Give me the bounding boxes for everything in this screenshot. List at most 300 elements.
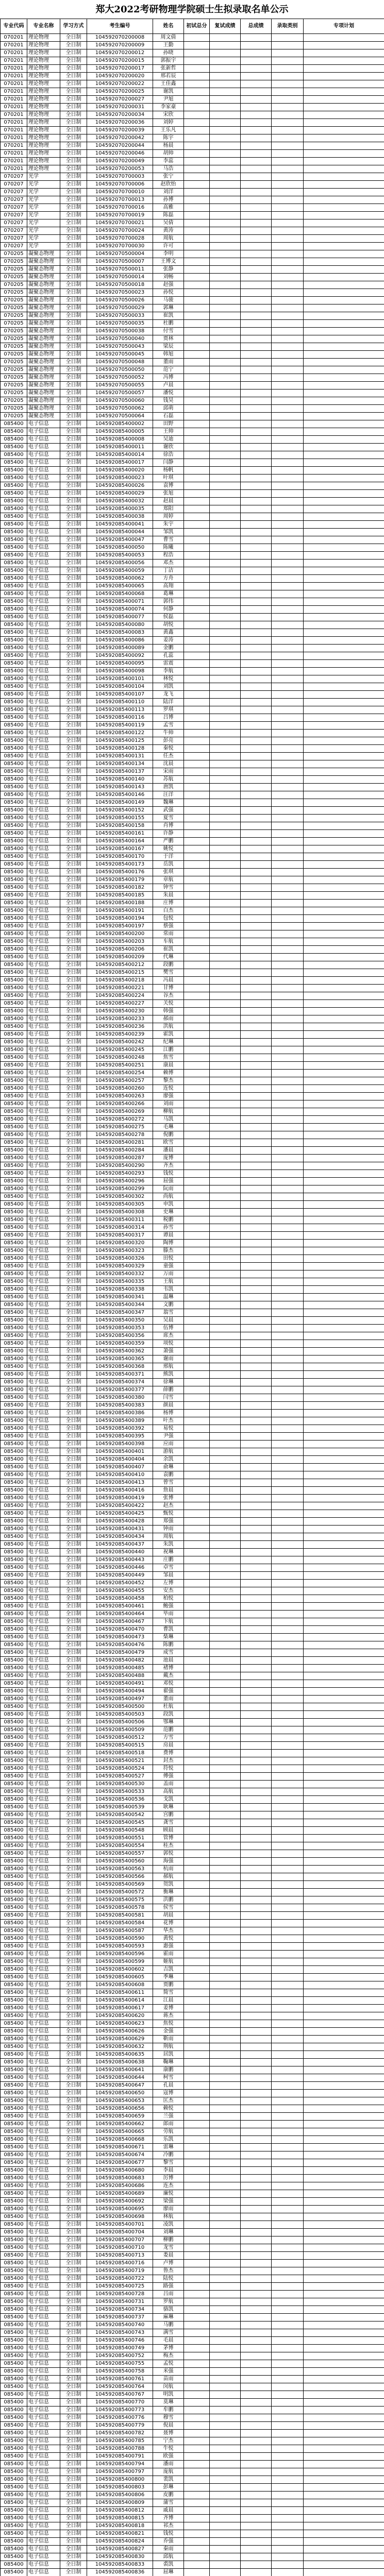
cell-candidate-id: 104592085400290 — [87, 1162, 153, 1170]
cell-name: 张静 — [153, 266, 184, 274]
cell-admission-type — [272, 42, 304, 49]
cell-admission-type — [272, 1332, 304, 1340]
cell-study-mode: 全日制 — [60, 2136, 87, 2144]
cell-major-code: 085400 — [1, 853, 27, 861]
cell-admission-type — [272, 1379, 304, 1386]
cell-admission-type — [272, 73, 304, 80]
cell-initial-score — [184, 907, 210, 915]
cell-name: 简雪 — [153, 1989, 184, 1997]
cell-admission-type — [272, 2329, 304, 2337]
cell-total-score — [241, 1325, 272, 1332]
cell-major-name: 电子信息 — [27, 1541, 60, 1549]
cell-major-name: 电子信息 — [27, 1394, 60, 1402]
cell-admission-type — [272, 158, 304, 165]
cell-initial-score — [184, 1788, 210, 1796]
cell-candidate-id: 104592085400527 — [87, 1773, 153, 1781]
cell-study-mode: 全日制 — [60, 73, 87, 80]
cell-retest-score — [210, 1417, 241, 1425]
cell-special-plan — [304, 1379, 384, 1386]
table-row — [1, 2553, 384, 2561]
cell-special-plan — [304, 2144, 384, 2151]
cell-total-score — [241, 428, 272, 436]
cell-study-mode: 全日制 — [60, 714, 87, 722]
cell-retest-score — [210, 2206, 241, 2213]
cell-retest-score — [210, 699, 241, 706]
cell-total-score — [241, 343, 272, 351]
cell-initial-score — [184, 1232, 210, 1240]
cell-major-code: 085400 — [1, 598, 27, 606]
cell-candidate-id: 104592085400620 — [87, 2012, 153, 2020]
cell-admission-type — [272, 2213, 304, 2221]
cell-major-code: 085400 — [1, 2546, 27, 2553]
cell-candidate-id: 104592085400404 — [87, 1456, 153, 1464]
cell-candidate-id: 104592085400431 — [87, 1526, 153, 1533]
cell-candidate-id: 104592085400458 — [87, 1595, 153, 1603]
cell-major-code: 085400 — [1, 1719, 27, 1726]
cell-candidate-id: 104592085400755 — [87, 2360, 153, 2368]
cell-retest-score — [210, 150, 241, 158]
cell-major-code: 085400 — [1, 2314, 27, 2321]
cell-major-code: 085400 — [1, 1402, 27, 1410]
table-row — [1, 815, 384, 822]
cell-initial-score — [184, 760, 210, 768]
table-row — [1, 1147, 384, 1155]
cell-admission-type — [272, 2283, 304, 2291]
cell-special-plan — [304, 1781, 384, 1788]
table-row — [1, 1317, 384, 1325]
cell-major-code: 085400 — [1, 1788, 27, 1796]
cell-major-name: 电子信息 — [27, 1603, 60, 1611]
table-row — [1, 1819, 384, 1827]
cell-name: 毕雨 — [153, 1611, 184, 1618]
cell-major-code: 085400 — [1, 2360, 27, 2368]
cell-retest-score — [210, 2329, 241, 2337]
cell-total-score — [241, 1224, 272, 1232]
cell-admission-type — [272, 413, 304, 420]
cell-major-name: 电子信息 — [27, 737, 60, 745]
cell-retest-score — [210, 892, 241, 900]
cell-total-score — [241, 2538, 272, 2546]
cell-retest-score — [210, 1162, 241, 1170]
table-row — [1, 1054, 384, 1062]
table-row — [1, 784, 384, 791]
cell-major-name: 电子信息 — [27, 1580, 60, 1587]
cell-initial-score — [184, 189, 210, 196]
cell-retest-score — [210, 2376, 241, 2383]
cell-name: 海强 — [153, 1858, 184, 1866]
table-row — [1, 722, 384, 730]
cell-admission-type — [272, 1240, 304, 1247]
cell-study-mode: 全日制 — [60, 1649, 87, 1657]
cell-retest-score — [210, 1518, 241, 1526]
cell-initial-score — [184, 328, 210, 335]
cell-special-plan — [304, 1224, 384, 1232]
cell-major-name: 电子信息 — [27, 784, 60, 791]
cell-name: 梁辰 — [153, 343, 184, 351]
cell-candidate-id: 104592085400836 — [87, 2569, 153, 2576]
cell-major-code: 085400 — [1, 1456, 27, 1464]
cell-total-score — [241, 1935, 272, 1943]
cell-candidate-id: 104592085400512 — [87, 1734, 153, 1742]
cell-name: 陆洋 — [153, 699, 184, 706]
cell-retest-score — [210, 96, 241, 104]
table-row — [1, 614, 384, 621]
table-row — [1, 1471, 384, 1479]
cell-major-name: 凝聚态物理 — [27, 405, 60, 413]
table-row — [1, 1155, 384, 1162]
table-row — [1, 1410, 384, 1417]
cell-major-name: 电子信息 — [27, 2105, 60, 2113]
table-row — [1, 2414, 384, 2422]
cell-major-code: 085400 — [1, 2036, 27, 2043]
cell-initial-score — [184, 1981, 210, 1989]
cell-special-plan — [304, 243, 384, 250]
cell-name: 苗雨 — [153, 2376, 184, 2383]
cell-name: 孔晨 — [153, 2082, 184, 2090]
cell-total-score — [241, 1842, 272, 1850]
cell-special-plan — [304, 1510, 384, 1518]
cell-candidate-id: 104592085400176 — [87, 869, 153, 876]
cell-total-score — [241, 699, 272, 706]
cell-initial-score — [184, 2414, 210, 2422]
cell-special-plan — [304, 1348, 384, 1355]
cell-major-name: 电子信息 — [27, 2221, 60, 2229]
cell-total-score — [241, 1657, 272, 1665]
cell-name: 厉博 — [153, 2175, 184, 2182]
cell-name: 付雪 — [153, 328, 184, 335]
cell-major-name: 电子信息 — [27, 1726, 60, 1734]
cell-special-plan — [304, 65, 384, 73]
cell-special-plan — [304, 1889, 384, 1896]
cell-admission-type — [272, 2159, 304, 2167]
cell-major-code: 085400 — [1, 2283, 27, 2291]
cell-name: 项悦 — [153, 1340, 184, 1348]
cell-admission-type — [272, 1410, 304, 1417]
cell-major-name: 电子信息 — [27, 1518, 60, 1526]
cell-admission-type — [272, 1835, 304, 1842]
cell-retest-score — [210, 745, 241, 753]
cell-admission-type — [272, 560, 304, 567]
table-row — [1, 1000, 384, 1008]
cell-name: 包悦 — [153, 915, 184, 923]
table-row — [1, 1989, 384, 1997]
cell-special-plan — [304, 328, 384, 335]
cell-candidate-id: 104592085400455 — [87, 1587, 153, 1595]
cell-initial-score — [184, 923, 210, 930]
table-row — [1, 1085, 384, 1093]
cell-major-code: 085400 — [1, 1193, 27, 1201]
cell-retest-score — [210, 2036, 241, 2043]
cell-initial-score — [184, 1116, 210, 1124]
cell-total-score — [241, 444, 272, 451]
cell-study-mode: 全日制 — [60, 1958, 87, 1966]
cell-initial-score — [184, 382, 210, 389]
cell-initial-score — [184, 1487, 210, 1495]
cell-special-plan — [304, 1247, 384, 1255]
cell-special-plan — [304, 552, 384, 560]
cell-total-score — [241, 1108, 272, 1116]
cell-total-score — [241, 1796, 272, 1804]
cell-candidate-id: 104592085400179 — [87, 876, 153, 884]
cell-initial-score — [184, 2360, 210, 2368]
cell-candidate-id: 104592070200042 — [87, 134, 153, 142]
cell-special-plan — [304, 2051, 384, 2059]
cell-total-score — [241, 1008, 272, 1015]
cell-candidate-id: 104592085400509 — [87, 1726, 153, 1734]
cell-retest-score — [210, 529, 241, 536]
cell-retest-score — [210, 2368, 241, 2376]
col-header-candidate-id: 考生编号 — [87, 19, 153, 34]
cell-initial-score — [184, 57, 210, 65]
cell-admission-type — [272, 1804, 304, 1811]
cell-initial-score — [184, 374, 210, 382]
cell-study-mode: 全日制 — [60, 397, 87, 405]
cell-name: 庞博 — [153, 1155, 184, 1162]
cell-study-mode: 全日制 — [60, 2314, 87, 2321]
cell-retest-score — [210, 2252, 241, 2260]
cell-major-name: 电子信息 — [27, 2198, 60, 2206]
cell-name: 颜晨 — [153, 1402, 184, 1410]
cell-special-plan — [304, 2437, 384, 2445]
cell-special-plan — [304, 1317, 384, 1325]
cell-study-mode: 全日制 — [60, 2236, 87, 2244]
cell-candidate-id: 104592085400416 — [87, 1487, 153, 1495]
cell-initial-score — [184, 235, 210, 243]
cell-name: 卓雪 — [153, 1564, 184, 1572]
cell-name: 谢欣 — [153, 444, 184, 451]
cell-retest-score — [210, 1270, 241, 1278]
cell-special-plan — [304, 869, 384, 876]
cell-study-mode: 全日制 — [60, 1479, 87, 1487]
cell-study-mode: 全日制 — [60, 1533, 87, 1541]
cell-major-code: 085400 — [1, 807, 27, 815]
cell-initial-score — [184, 2175, 210, 2182]
cell-special-plan — [304, 2476, 384, 2484]
table-row — [1, 946, 384, 954]
cell-major-name: 电子信息 — [27, 2252, 60, 2260]
cell-name: 鞠琳 — [153, 2059, 184, 2066]
cell-admission-type — [272, 1572, 304, 1580]
cell-candidate-id: 104592085400296 — [87, 1178, 153, 1185]
cell-retest-score — [210, 49, 241, 57]
cell-study-mode: 全日制 — [60, 2499, 87, 2507]
cell-major-name: 电子信息 — [27, 2267, 60, 2275]
cell-special-plan — [304, 2468, 384, 2476]
cell-study-mode: 全日制 — [60, 876, 87, 884]
cell-major-name: 凝聚态物理 — [27, 304, 60, 312]
cell-study-mode: 全日制 — [60, 575, 87, 583]
cell-admission-type — [272, 2461, 304, 2468]
cell-special-plan — [304, 1549, 384, 1556]
cell-major-code: 085400 — [1, 2522, 27, 2530]
cell-name: 蔡强 — [153, 923, 184, 930]
cell-special-plan — [304, 1294, 384, 1301]
cell-initial-score — [184, 637, 210, 645]
cell-admission-type — [272, 65, 304, 73]
cell-initial-score — [184, 1502, 210, 1510]
cell-candidate-id: 104592085400551 — [87, 1835, 153, 1842]
cell-major-code: 085400 — [1, 1379, 27, 1386]
cell-special-plan — [304, 876, 384, 884]
cell-total-score — [241, 2275, 272, 2283]
table-row — [1, 1742, 384, 1750]
cell-initial-score — [184, 544, 210, 552]
cell-major-name: 电子信息 — [27, 1927, 60, 1935]
cell-initial-score — [184, 1927, 210, 1935]
cell-admission-type — [272, 1000, 304, 1008]
table-row — [1, 1100, 384, 1108]
cell-admission-type — [272, 2476, 304, 2484]
cell-major-name: 电子信息 — [27, 1526, 60, 1533]
cell-candidate-id: 104592070500035 — [87, 320, 153, 328]
table-row — [1, 1062, 384, 1070]
cell-admission-type — [272, 845, 304, 853]
cell-special-plan — [304, 791, 384, 799]
cell-candidate-id: 104592085400749 — [87, 2345, 153, 2352]
cell-name: 马鹏 — [153, 2321, 184, 2329]
cell-initial-score — [184, 1781, 210, 1788]
cell-name: 税鹏 — [153, 1216, 184, 1224]
cell-candidate-id: 104592085400650 — [87, 2090, 153, 2097]
cell-total-score — [241, 1301, 272, 1309]
cell-name: 赖博 — [153, 1070, 184, 1077]
cell-admission-type — [272, 374, 304, 382]
cell-total-score — [241, 65, 272, 73]
table-row — [1, 1008, 384, 1015]
cell-total-score — [241, 405, 272, 413]
cell-major-code: 085400 — [1, 420, 27, 428]
cell-name: 潘晨 — [153, 1147, 184, 1155]
table-row — [1, 1116, 384, 1124]
cell-major-name: 电子信息 — [27, 1309, 60, 1317]
cell-name: 郭振宇 — [153, 57, 184, 65]
cell-admission-type — [272, 1958, 304, 1966]
cell-major-name: 电子信息 — [27, 544, 60, 552]
cell-major-name: 凝聚态物理 — [27, 382, 60, 389]
cell-admission-type — [272, 274, 304, 281]
cell-name: 赵杰 — [153, 1502, 184, 1510]
cell-name: 郭琳 — [153, 304, 184, 312]
cell-major-code: 085400 — [1, 861, 27, 869]
cell-special-plan — [304, 1178, 384, 1185]
cell-retest-score — [210, 730, 241, 737]
cell-special-plan — [304, 436, 384, 444]
cell-candidate-id: 104592085400365 — [87, 1355, 153, 1363]
cell-special-plan — [304, 289, 384, 297]
cell-major-code: 085400 — [1, 1541, 27, 1549]
cell-name: 张博 — [153, 1495, 184, 1502]
cell-study-mode: 全日制 — [60, 335, 87, 343]
cell-major-name: 电子信息 — [27, 1657, 60, 1665]
cell-study-mode: 全日制 — [60, 158, 87, 165]
cell-total-score — [241, 1178, 272, 1185]
cell-study-mode: 全日制 — [60, 1394, 87, 1402]
cell-admission-type — [272, 2144, 304, 2151]
cell-special-plan — [304, 845, 384, 853]
cell-admission-type — [272, 1618, 304, 1626]
cell-retest-score — [210, 907, 241, 915]
table-row — [1, 227, 384, 235]
cell-major-name: 电子信息 — [27, 2012, 60, 2020]
cell-admission-type — [272, 204, 304, 212]
cell-name: 孙晓 — [153, 49, 184, 57]
table-row — [1, 2337, 384, 2345]
cell-special-plan — [304, 1116, 384, 1124]
table-row — [1, 2314, 384, 2321]
cell-major-code: 085400 — [1, 1641, 27, 1649]
table-row — [1, 583, 384, 590]
cell-initial-score — [184, 312, 210, 320]
cell-candidate-id: 104592085400236 — [87, 1023, 153, 1031]
cell-retest-score — [210, 1015, 241, 1023]
cell-initial-score — [184, 915, 210, 923]
table-row — [1, 1927, 384, 1935]
cell-major-name: 电子信息 — [27, 1672, 60, 1680]
cell-candidate-id: 104592085400656 — [87, 2105, 153, 2113]
cell-candidate-id: 104592085400086 — [87, 637, 153, 645]
cell-major-name: 电子信息 — [27, 861, 60, 869]
cell-name: 白杰 — [153, 907, 184, 915]
cell-retest-score — [210, 1781, 241, 1788]
cell-name: 邹晨 — [153, 1572, 184, 1580]
cell-special-plan — [304, 675, 384, 683]
cell-candidate-id: 104592085400155 — [87, 815, 153, 822]
cell-initial-score — [184, 1726, 210, 1734]
cell-initial-score — [184, 1804, 210, 1811]
cell-major-code: 070205 — [1, 320, 27, 328]
cell-name: 熊凯 — [153, 1371, 184, 1379]
cell-retest-score — [210, 2406, 241, 2414]
cell-name: 贺凯 — [153, 1881, 184, 1889]
cell-candidate-id: 104592085400350 — [87, 1317, 153, 1325]
cell-admission-type — [272, 907, 304, 915]
cell-special-plan — [304, 2082, 384, 2090]
cell-initial-score — [184, 212, 210, 219]
cell-study-mode: 全日制 — [60, 1495, 87, 1502]
table-row — [1, 1224, 384, 1232]
cell-admission-type — [272, 281, 304, 289]
table-row — [1, 1301, 384, 1309]
cell-special-plan — [304, 1765, 384, 1773]
cell-major-code: 085400 — [1, 467, 27, 474]
cell-candidate-id: 104592085400005 — [87, 428, 153, 436]
cell-major-code: 085400 — [1, 938, 27, 946]
cell-special-plan — [304, 2090, 384, 2097]
cell-candidate-id: 104592085400374 — [87, 1379, 153, 1386]
cell-study-mode: 全日制 — [60, 2337, 87, 2345]
cell-name: 谭晨 — [153, 1232, 184, 1240]
cell-retest-score — [210, 2484, 241, 2492]
cell-initial-score — [184, 2260, 210, 2267]
cell-special-plan — [304, 838, 384, 845]
cell-major-name: 电子信息 — [27, 1703, 60, 1711]
cell-major-name: 电子信息 — [27, 2337, 60, 2345]
cell-major-code: 085400 — [1, 2167, 27, 2175]
cell-special-plan — [304, 2066, 384, 2074]
cell-admission-type — [272, 706, 304, 714]
cell-candidate-id: 104592085400446 — [87, 1564, 153, 1572]
cell-major-code: 085400 — [1, 791, 27, 799]
cell-major-code: 070201 — [1, 49, 27, 57]
table-row — [1, 142, 384, 150]
cell-total-score — [241, 2144, 272, 2151]
cell-initial-score — [184, 1139, 210, 1147]
table-row — [1, 1039, 384, 1046]
cell-initial-score — [184, 420, 210, 428]
cell-retest-score — [210, 683, 241, 691]
cell-major-code: 085400 — [1, 1564, 27, 1572]
cell-major-name: 凝聚态物理 — [27, 289, 60, 297]
